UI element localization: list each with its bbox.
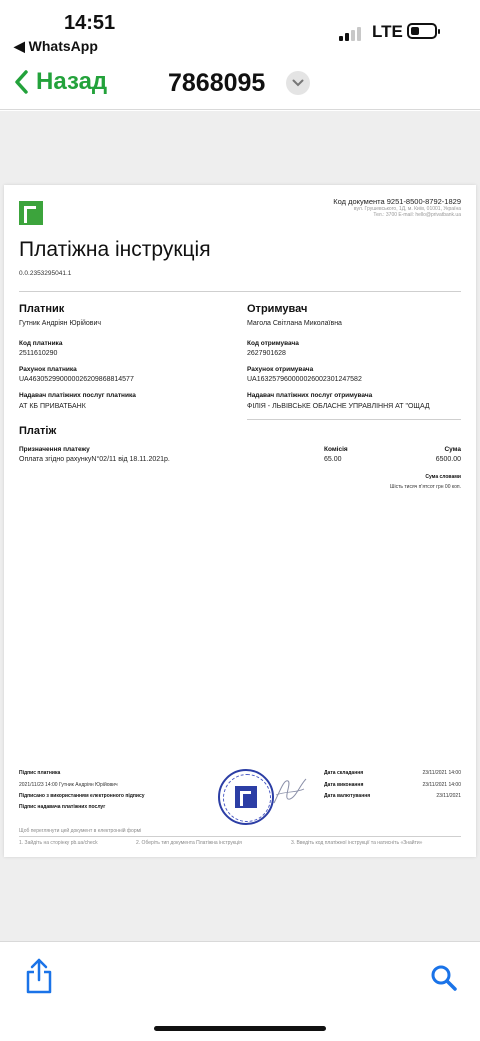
date-created-label: Дата складання bbox=[324, 770, 364, 776]
share-icon[interactable] bbox=[24, 958, 54, 994]
back-to-app-link[interactable]: ◀ WhatsApp bbox=[14, 38, 98, 54]
bottom-toolbar bbox=[0, 941, 480, 1041]
e-signature-note: Підписано з використанням електронного підпису bbox=[19, 793, 145, 799]
purpose-text: Оплата згідно рахункуN°02/11 від 18.11.2021р. bbox=[19, 456, 170, 463]
network-type: LTE bbox=[372, 22, 403, 41]
recipient-account: UA163257960000026002301247582 bbox=[247, 376, 362, 383]
verify-step-1: 1. Зайдіть на сторінку pb.ua/check bbox=[19, 840, 98, 846]
payer-heading: Платник bbox=[19, 303, 65, 315]
recipient-provider-label: Надавач платіжних послуг отримувача bbox=[247, 392, 373, 399]
chevron-down-icon bbox=[292, 79, 304, 87]
payer-name: Гутник Андріян Юрійович bbox=[19, 320, 102, 327]
navigation-bar bbox=[0, 58, 480, 110]
payer-code-label: Код платника bbox=[19, 340, 63, 347]
provider-signature-label: Підпис надавача платіжних послуг bbox=[19, 804, 106, 810]
sum-value: 6500.00 bbox=[435, 456, 461, 463]
sum-label: Сума bbox=[444, 446, 461, 453]
payment-document bbox=[4, 185, 476, 857]
sum-words-label: Сума словами bbox=[425, 474, 461, 480]
search-icon[interactable] bbox=[430, 964, 458, 992]
back-button[interactable] bbox=[14, 68, 107, 96]
recipient-account-label: Рахунок отримувача bbox=[247, 366, 314, 373]
bank-contacts: Тел.: 3700 E-mail: hello@privatbank.ua bbox=[373, 212, 461, 218]
divider bbox=[19, 291, 461, 292]
document-info bbox=[333, 197, 461, 218]
signal-icon bbox=[339, 23, 363, 41]
date-created: 23/11/2021 14:00 bbox=[422, 770, 461, 776]
payer-provider: АТ КБ ПРИВАТБАНК bbox=[19, 403, 86, 410]
date-executed-label: Дата виконання bbox=[324, 782, 364, 788]
date-executed: 23/11/2021 14:00 bbox=[422, 782, 461, 788]
recipient-name: Магола Світлана Миколаївна bbox=[247, 320, 342, 327]
status-time: 14:51 bbox=[64, 12, 116, 34]
recipient-code-label: Код отримувача bbox=[247, 340, 299, 347]
payer-code: 2511610290 bbox=[19, 350, 58, 357]
recipient-provider: ФІЛІЯ - ЛЬВІВСЬКЕ ОБЛАСНЕ УПРАВЛІННЯ АТ "ОЩАД bbox=[247, 403, 430, 410]
date-value: 23/11/2021 bbox=[436, 793, 461, 799]
battery-icon bbox=[407, 23, 437, 39]
date-value-label: Дата валютування bbox=[324, 793, 371, 799]
verify-intro: Щоб переглянути цей документ в електронній формі bbox=[19, 828, 142, 834]
document-code: Код документа 9251-8500-8792-1829 bbox=[333, 197, 461, 206]
chevron-left-icon bbox=[14, 70, 28, 94]
document-number: 0.0.2353295041.1 bbox=[19, 270, 72, 277]
payer-signature-label: Підпис платника bbox=[19, 770, 61, 776]
verify-step-2: 2. Оберіть тип документа Платіжна інструкція bbox=[136, 840, 242, 846]
home-indicator[interactable] bbox=[154, 1026, 326, 1031]
verify-step-3: 3. Введіть код платіжної інструкції та натисніть «Знайти» bbox=[291, 840, 423, 846]
title-menu-button[interactable] bbox=[286, 71, 310, 95]
document-viewer[interactable] bbox=[0, 111, 480, 941]
document-title: Платіжна інструкція bbox=[19, 238, 211, 261]
purpose-label: Призначення платежу bbox=[19, 446, 90, 453]
payer-account-label: Рахунок платника bbox=[19, 366, 77, 373]
sum-words: Шість тисяч п'ятсот грн 00 коп. bbox=[389, 484, 461, 490]
payer-signature-line: 2021/11/23 14:00 Гутник Андріян Юрійович bbox=[19, 782, 118, 788]
divider bbox=[19, 836, 461, 837]
divider bbox=[247, 419, 461, 420]
payer-provider-label: Надавач платіжних послуг платника bbox=[19, 392, 136, 399]
bank-address: вул. Грушевського, 1Д, м. Київ, 01001, Україна bbox=[353, 206, 461, 212]
payer-account: UA463052990000026209868814577 bbox=[19, 376, 134, 383]
privatbank-logo bbox=[19, 201, 43, 225]
recipient-heading: Отримувач bbox=[247, 303, 308, 315]
payment-heading: Платіж bbox=[19, 425, 57, 437]
fee-value: 65.00 bbox=[324, 456, 342, 463]
bank-stamp bbox=[218, 769, 274, 825]
recipient-code: 2627901628 bbox=[247, 350, 286, 357]
back-label: Назад bbox=[36, 68, 108, 95]
status-bar bbox=[0, 0, 480, 58]
page-title: 7868095 bbox=[168, 69, 266, 97]
signature-mark bbox=[270, 771, 310, 811]
fee-label: Комісія bbox=[324, 446, 348, 453]
